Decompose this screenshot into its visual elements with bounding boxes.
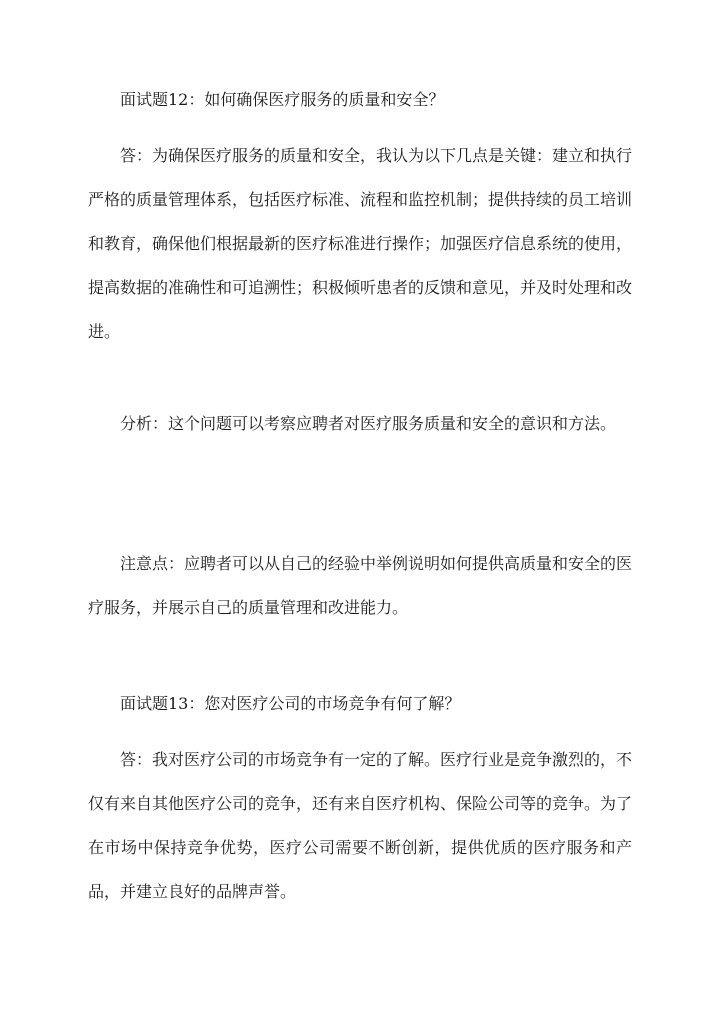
question-12: 面试题12：如何确保医疗服务的质量和安全？ [120,90,445,109]
answer-13: 答：我对医疗公司的市场竞争有一定的了解。医疗行业是竞争激烈的，不仅有来自其他医疗公司的竞争，还有来自医疗机构、保险公司等的竞争。为了在市场中保持竞争优势，医疗公司需要不断创新，提供优质的医疗服务和产品，并建立良好的品牌声誉。 [88,750,633,901]
note-12: 注意点：应聘者可以从自己的经验中举例说明如何提供高质量和安全的医疗服务，并展示自己的质量管理和改进能力。 [88,554,633,617]
question-13: 面试题13：您对医疗公司的市场竞争有何了解？ [120,694,461,713]
answer-12: 答：为确保医疗服务的质量和安全，我认为以下几点是关键：建立和执行严格的质量管理体系，包括医疗标准、流程和监控机制；提供持续的员工培训和教育，确保他们根据最新的医疗标准进行操作；加强医疗信息系统的使用，提高数据的准确性和可追溯性；积极倾听患者的反馈和意见，并及时处理和改进。 [88,146,633,341]
analysis-12: 分析：这个问题可以考察应聘者对医疗服务质量和安全的意识和方法。 [120,414,617,433]
